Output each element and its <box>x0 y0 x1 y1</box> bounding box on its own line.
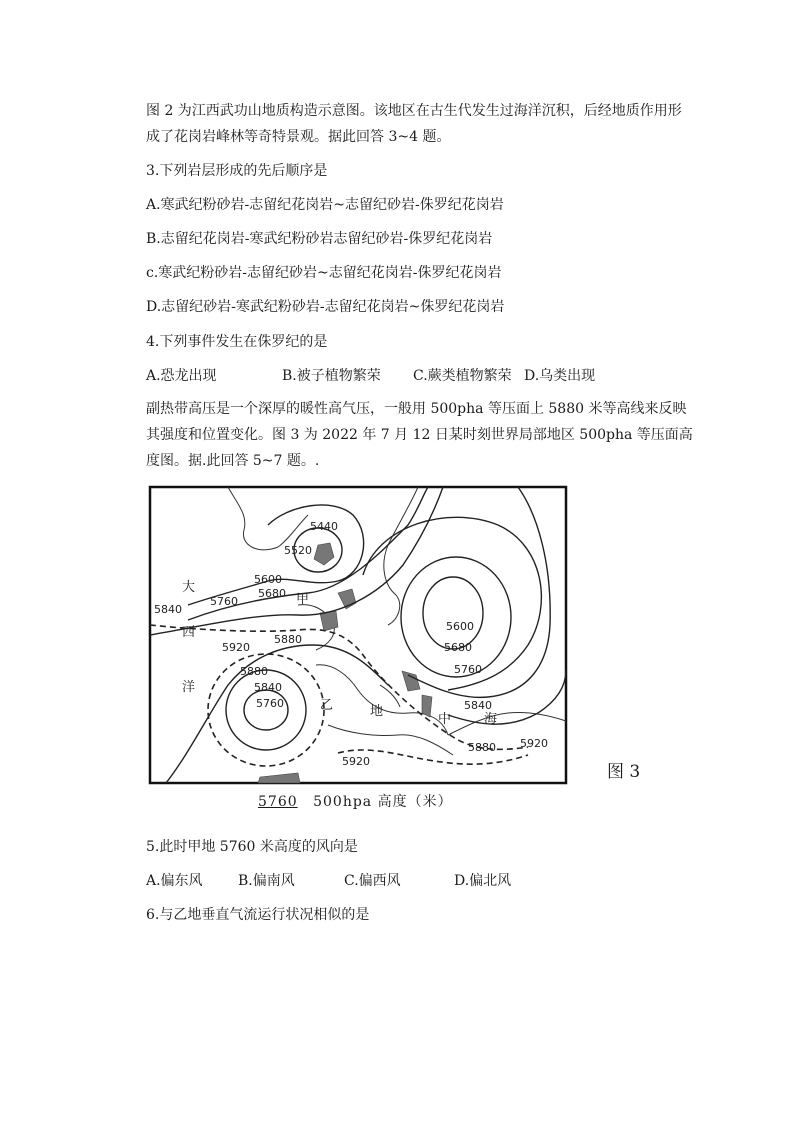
contour-label: 5600 <box>254 573 282 586</box>
contour-label: 5680 <box>444 641 472 654</box>
contour-label: 5880 <box>240 665 268 678</box>
place-label-mediterranean-2: 中 <box>438 712 452 727</box>
question-4-stem: 4.下列事件发生在侏罗纪的是 <box>146 334 328 350</box>
map-frame <box>150 487 566 783</box>
map-legend <box>258 791 453 811</box>
question-5-option-c: C.偏西风 <box>344 873 401 889</box>
question-4-option-d: D.乌类出现 <box>524 368 596 384</box>
contour-label: 5880 <box>468 741 496 754</box>
legend-sample-value: 5760 <box>258 794 298 810</box>
intro-paragraph-1: 图 2 为江西武功山地质构造示意图。该地区在古生代发生过海洋沉积，后经地质作用形成了花岗岩峰林等奇特景观。据此回答 3~4 题。 <box>146 103 682 145</box>
question-6-stem: 6.与乙地垂直气流运行状况相似的是 <box>146 907 370 923</box>
question-5-option-d: D.偏北风 <box>454 873 512 889</box>
question-4-option-c: C.蕨类植物繁荣 <box>413 368 512 384</box>
place-label-atlantic-1: 大 <box>182 580 196 595</box>
contour-label: 5600 <box>446 620 474 633</box>
contour-label: 5880 <box>274 633 302 646</box>
place-label-atlantic-3: 洋 <box>182 680 196 695</box>
place-label-mediterranean-3: 海 <box>484 712 498 727</box>
pressure-height-map <box>148 485 570 785</box>
place-label-yi: 乙 <box>320 698 334 713</box>
contour-label: 5920 <box>520 737 548 750</box>
question-5-option-b: B.偏南风 <box>238 873 295 889</box>
question-3-option-d: D.志留纪砂岩-寒武纪粉砂岩-志留纪花岗岩~侏罗纪花岗岩 <box>146 299 505 315</box>
question-4-option-b: B.被子植物繁荣 <box>282 368 381 384</box>
question-3-stem: 3.下列岩层形成的先后顺序是 <box>146 163 328 179</box>
intro-paragraph-2: 副热带高压是一个深厚的暖性高气压，一般用 500pha 等压面上 5880 米等高线来反映其强度和位置变化。图 3 为 2022 年 7 月 12 日某时刻世界局部地区 500pha 等压面高度图。据.此回答 5~7 题。. <box>146 401 693 469</box>
question-5-option-a: A.偏东风 <box>146 873 203 889</box>
contour-label: 5680 <box>258 587 286 600</box>
question-5-stem: 5.此时甲地 5760 米高度的风向是 <box>146 839 358 855</box>
figure-3-label: 图 3 <box>607 762 641 782</box>
contour-label: 5760 <box>210 595 238 608</box>
place-label-atlantic-2: 西 <box>182 625 196 640</box>
question-3-option-a: A.寒武纪粉砂岩-志留纪花岗岩~志留纪砂岩-侏罗纪花岗岩 <box>146 197 504 213</box>
question-4-option-a: A.恐龙出现 <box>146 368 217 384</box>
contour-label: 5520 <box>284 544 312 557</box>
question-3-option-b: B.志留纪花岗岩-寒武纪粉砂岩志留纪砂岩-侏罗纪花岗岩 <box>146 231 493 247</box>
contour-label: 5840 <box>464 699 492 712</box>
legend-text: 500hpa 高度（米） <box>313 794 453 810</box>
question-4-options <box>146 367 646 385</box>
contour-label: 5760 <box>256 697 284 710</box>
question-3-option-c: c.寒武纪粉砂岩-志留纪砂岩~志留纪花岗岩-侏罗纪花岗岩 <box>146 265 502 281</box>
contour-label: 5840 <box>254 681 282 694</box>
contour-label: 5840 <box>154 603 182 616</box>
contour-label: 5920 <box>222 641 250 654</box>
contour-label: 5760 <box>454 663 482 676</box>
question-5-options <box>146 872 566 890</box>
contour-label: 5920 <box>342 755 370 768</box>
place-label-mediterranean-1: 地 <box>370 704 384 719</box>
contour-label: 5440 <box>310 520 338 533</box>
place-label-jia: 甲 <box>296 592 310 607</box>
